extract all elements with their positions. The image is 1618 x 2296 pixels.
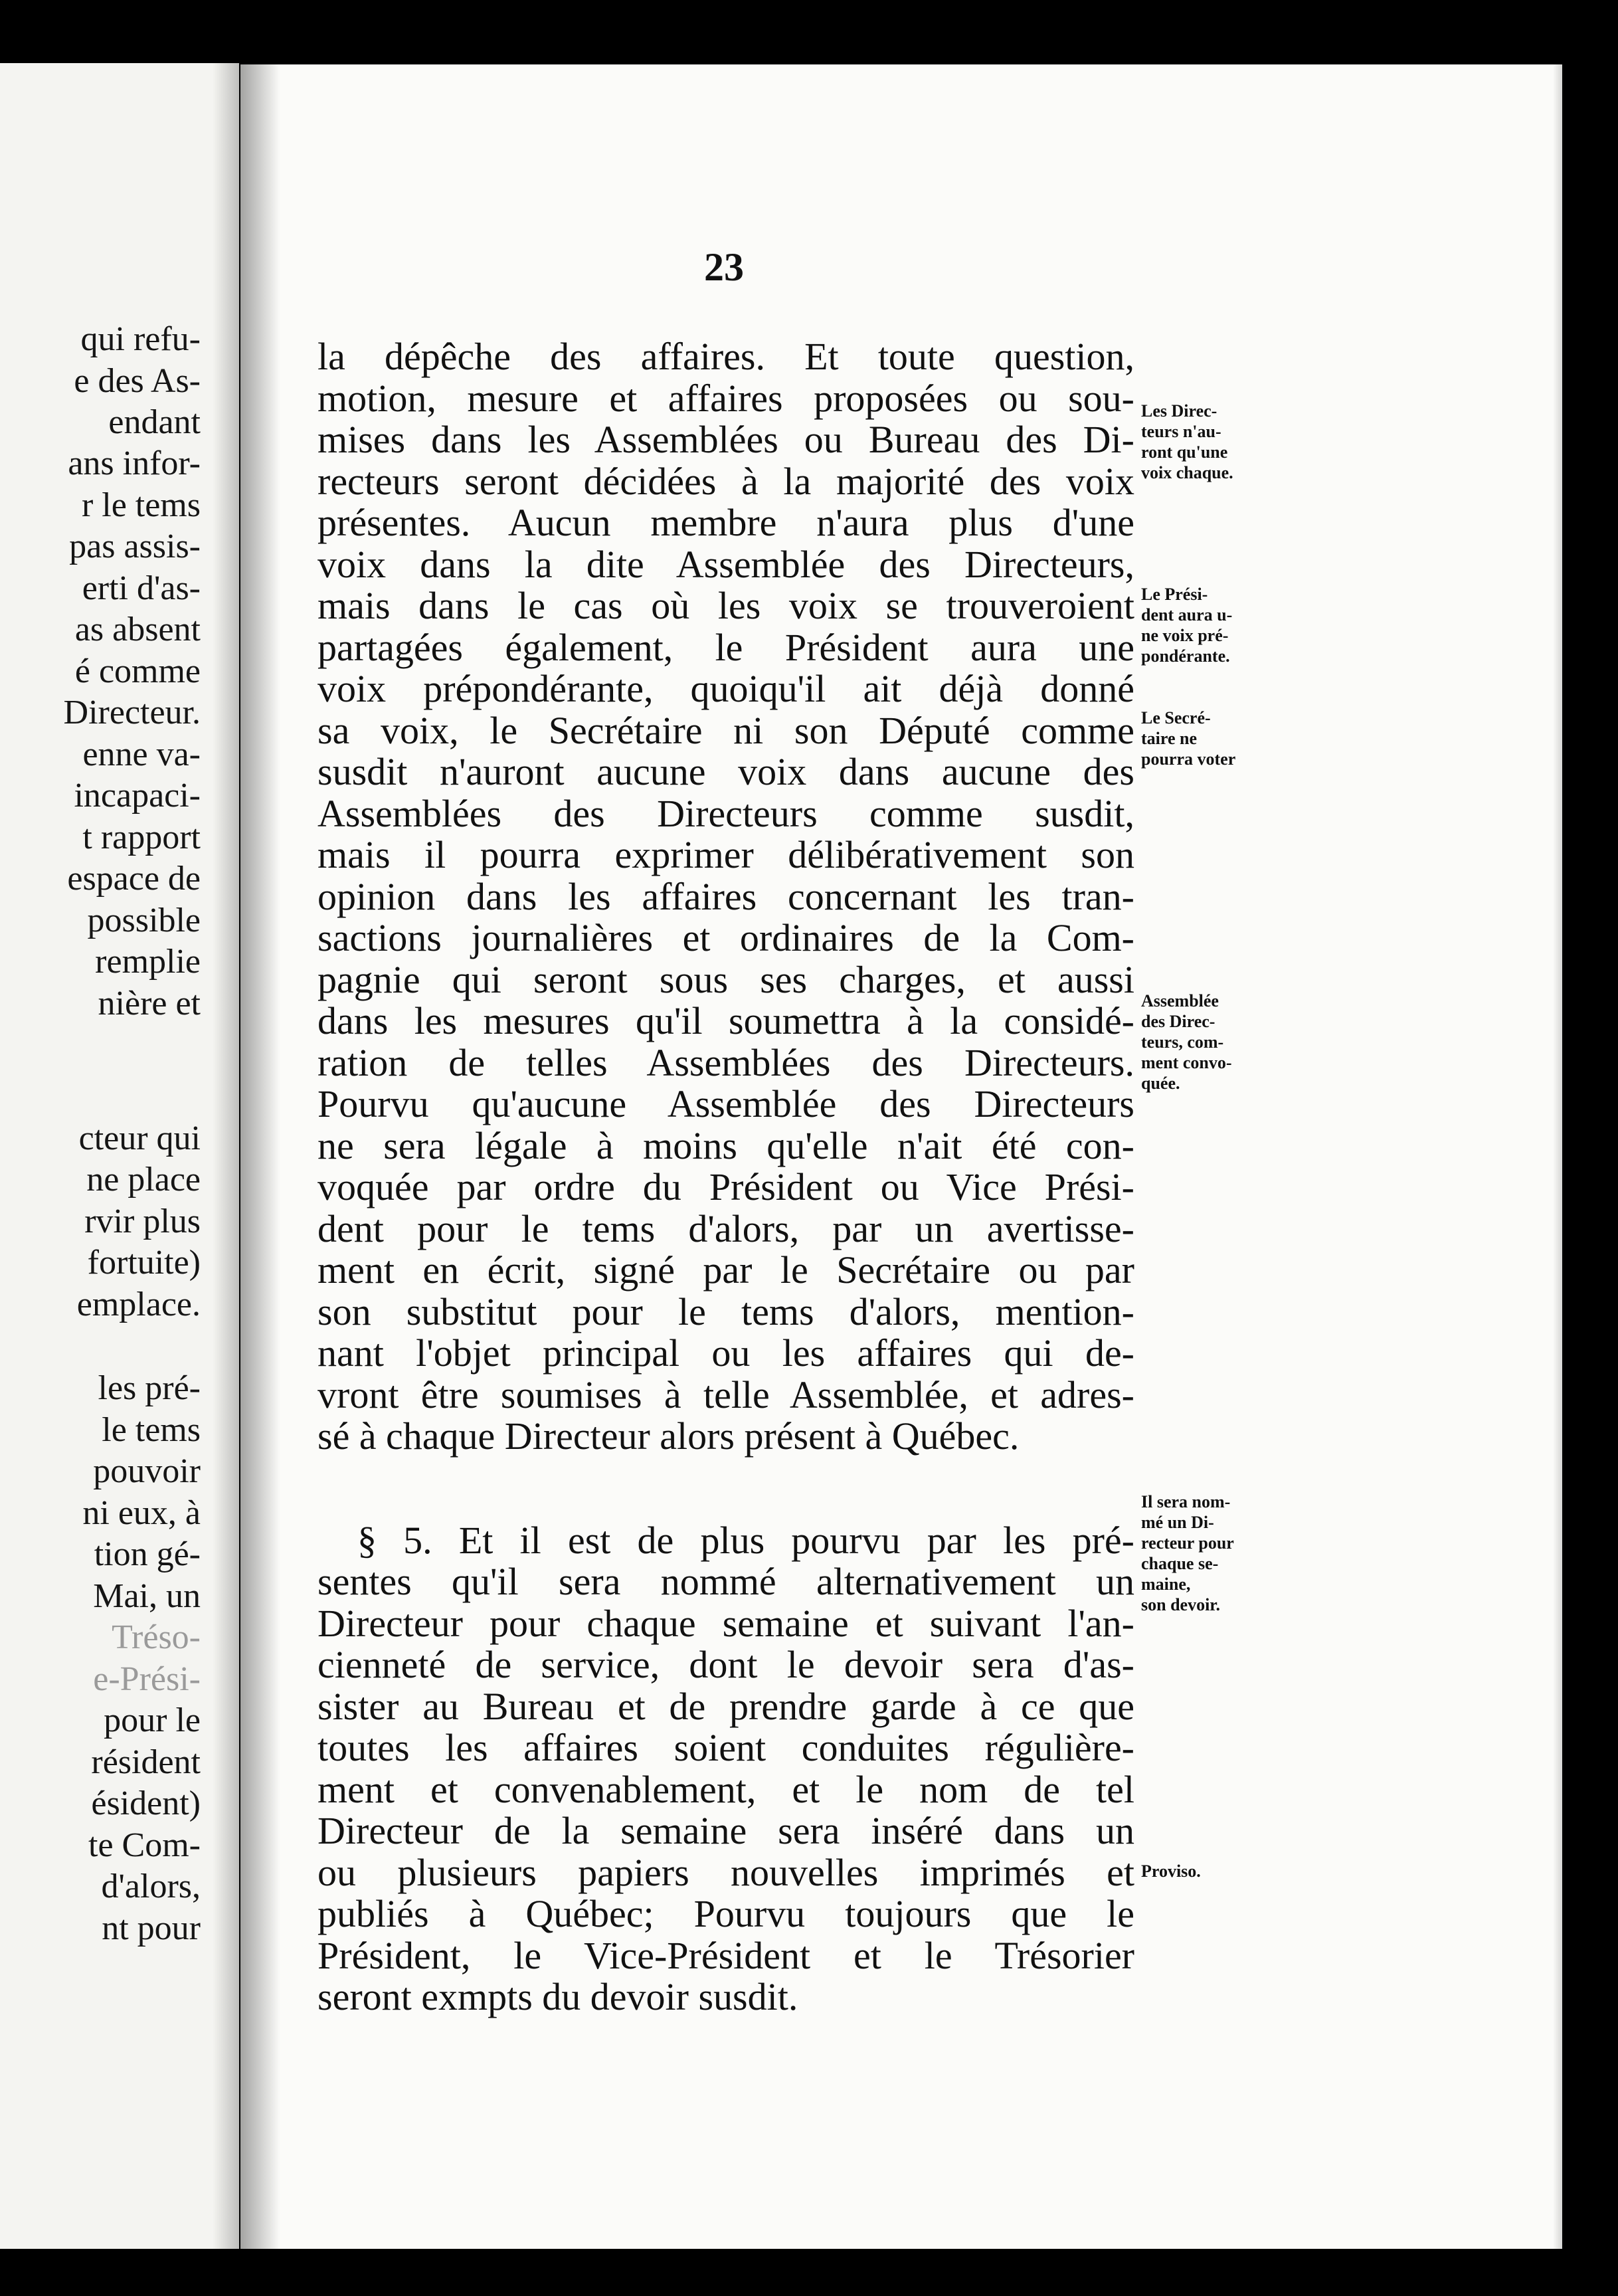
left-page-line: remplie — [95, 943, 201, 981]
body-line: ment et convenablement, et le nom de tel — [317, 1768, 1134, 1811]
left-page-line: fortuite) — [87, 1244, 201, 1282]
left-page-line: pour le — [104, 1701, 201, 1739]
margin-note-line: recteur pour — [1141, 1533, 1234, 1553]
left-page-line: pas assis- — [69, 527, 201, 565]
left-page-line: le tems — [102, 1411, 201, 1449]
body-line: pagnie qui seront sous ses charges, et aussi — [317, 958, 1134, 1001]
left-page-line: erti d'as- — [82, 569, 201, 607]
body-line: sa voix, le Secrétaire ni son Député comme — [317, 709, 1134, 752]
body-line: mises dans les Assemblées ou Bureau des Di- — [317, 418, 1134, 461]
body-line: Directeur de la semaine sera inséré dans un — [317, 1809, 1134, 1852]
body-line: dent pour le tems d'alors, par un avertisse- — [317, 1207, 1134, 1250]
body-line: vront être soumises à telle Assemblée, et adres- — [317, 1373, 1134, 1416]
left-page-line: nt pour — [102, 1909, 201, 1947]
margin-note-line: des Direc- — [1141, 1012, 1215, 1031]
margin-note-line: teurs n'au- — [1141, 422, 1221, 441]
left-page-line: endant — [108, 403, 201, 441]
body-line: voquée par ordre du Président ou Vice Prési- — [317, 1165, 1134, 1208]
body-line: Directeur pour chaque semaine et suivant l'an- — [317, 1602, 1134, 1645]
left-page-line: ne place — [86, 1161, 201, 1198]
body-line: ment en écrit, signé par le Secrétaire ou par — [317, 1248, 1134, 1292]
left-page-line: ni eux, à — [82, 1494, 201, 1532]
right-page-gutter-shadow — [240, 64, 280, 2249]
body-line: voix prépondérante, quoiqu'il ait déjà donné — [317, 667, 1134, 710]
body-line: mais il pourra exprimer délibérativement son — [317, 833, 1134, 876]
margin-note-line: ment convo- — [1141, 1053, 1232, 1072]
body-line: recteurs seront décidées à la majorité des voix — [317, 460, 1134, 503]
body-line: son substitut pour le tems d'alors, mention- — [317, 1290, 1134, 1333]
left-page-line: possible — [87, 902, 201, 939]
left-page-line: ans infor- — [68, 444, 201, 482]
left-page-line: incapaci- — [74, 777, 201, 814]
left-page-line: résident — [91, 1743, 201, 1781]
body-line: toutes les affaires soient conduites régulière- — [317, 1726, 1134, 1769]
left-page-line: Tréso- — [112, 1618, 201, 1656]
margin-note-line: son devoir. — [1141, 1595, 1220, 1614]
body-line: opinion dans les affaires concernant les tran- — [317, 875, 1134, 918]
left-page-line: e des As- — [74, 362, 201, 400]
left-page-line: e-Prési- — [93, 1660, 201, 1698]
body-line: seront exmpts du devoir susdit. — [317, 1975, 798, 2018]
body-line: mais dans le cas où les voix se trouveroient — [317, 584, 1134, 627]
margin-note-line: pourra voter — [1141, 749, 1236, 769]
margin-note-line: ne voix pré- — [1141, 626, 1229, 645]
body-line: présentes. Aucun membre n'aura plus d'une — [317, 501, 1134, 544]
body-line: publiés à Québec; Pourvu toujours que le — [317, 1892, 1134, 1935]
body-line: sister au Bureau et de prendre garde à ce que — [317, 1685, 1134, 1728]
left-page-line: tion gé- — [94, 1535, 201, 1573]
body-line: susdit n'auront aucune voix dans aucune des — [317, 750, 1134, 793]
margin-note-line: taire ne — [1141, 729, 1197, 748]
body-line: § 5. Et il est de plus pourvu par les pré- — [357, 1519, 1134, 1562]
margin-note-line: Il sera nom- — [1141, 1492, 1231, 1511]
left-page-line: Directeur. — [63, 694, 201, 731]
margin-note-line: ront qu'une — [1141, 442, 1228, 462]
left-page-line: d'alors, — [101, 1867, 201, 1905]
margin-note-line: voix chaque. — [1141, 463, 1233, 482]
margin-note-line: Le Secré- — [1141, 708, 1211, 727]
left-page-line: cteur qui — [78, 1119, 201, 1157]
left-page-line: pouvoir — [93, 1452, 201, 1490]
margin-note-line: Les Direc- — [1141, 401, 1217, 421]
left-page-line: qui refu- — [80, 320, 201, 358]
margin-note-line: Proviso. — [1141, 1862, 1201, 1881]
page-number: 23 — [704, 245, 744, 289]
body-line: motion, mesure et affaires proposées ou sou- — [317, 377, 1134, 420]
margin-note-line: teurs, com- — [1141, 1032, 1224, 1052]
body-line: Pourvu qu'aucune Assemblée des Directeurs — [317, 1082, 1134, 1125]
right-page-edge — [1553, 64, 1562, 2249]
body-line: Assemblées des Directeurs comme susdit, — [317, 792, 1134, 835]
body-line: dans les mesures qu'il soumettra à la considé- — [317, 999, 1134, 1042]
left-page-line: é comme — [74, 652, 201, 690]
margin-note-line: pondérante. — [1141, 646, 1230, 666]
body-line: ou plusieurs papiers nouvelles imprimés et — [317, 1851, 1134, 1894]
body-line: voix dans la dite Assemblée des Directeurs, — [317, 543, 1134, 586]
body-line: ne sera légale à moins qu'elle n'ait été con- — [317, 1124, 1134, 1167]
left-page — [0, 63, 239, 2249]
left-page-line: rvir plus — [84, 1202, 201, 1240]
body-line: ration de telles Assemblées des Directeurs. — [317, 1041, 1134, 1084]
margin-note-line: Assemblée — [1141, 991, 1219, 1010]
left-page-line: espace de — [67, 860, 201, 898]
body-line: cienneté de service, dont le devoir sera d'as- — [317, 1643, 1134, 1686]
left-page-line: nière et — [98, 985, 201, 1022]
margin-note-line: Le Prési- — [1141, 585, 1208, 604]
margin-note-line: mé un Di- — [1141, 1513, 1214, 1532]
body-line: Président, le Vice-Président et le Trésorier — [317, 1934, 1134, 1977]
left-page-line: Mai, un — [93, 1577, 201, 1615]
left-page-line: t rapport — [82, 818, 201, 856]
body-line: la dépêche des affaires. Et toute question, — [317, 335, 1134, 378]
left-page-line: as absent — [74, 611, 201, 648]
body-line: sactions journalières et ordinaires de la Com- — [317, 916, 1134, 959]
left-page-line: les pré- — [98, 1369, 201, 1407]
margin-note-line: quée. — [1141, 1074, 1180, 1093]
left-page-line: r le tems — [81, 486, 201, 524]
left-page-line: ésident) — [91, 1784, 201, 1822]
margin-note-line: maine, — [1141, 1575, 1191, 1594]
margin-note-line: chaque se- — [1141, 1554, 1219, 1573]
left-page-line: emplace. — [76, 1286, 201, 1323]
body-line: sé à chaque Directeur alors présent à Québec. — [317, 1414, 1020, 1458]
left-page-line: enne va- — [82, 735, 201, 773]
left-page-line: te Com- — [88, 1826, 201, 1864]
margin-note-line: dent aura u- — [1141, 605, 1233, 624]
body-line: sentes qu'il sera nommé alternativement un — [317, 1560, 1134, 1603]
body-line: nant l'objet principal ou les affaires qui de- — [317, 1331, 1134, 1375]
left-page-gutter — [213, 63, 239, 2249]
body-line: partagées également, le Président aura une — [317, 626, 1134, 669]
